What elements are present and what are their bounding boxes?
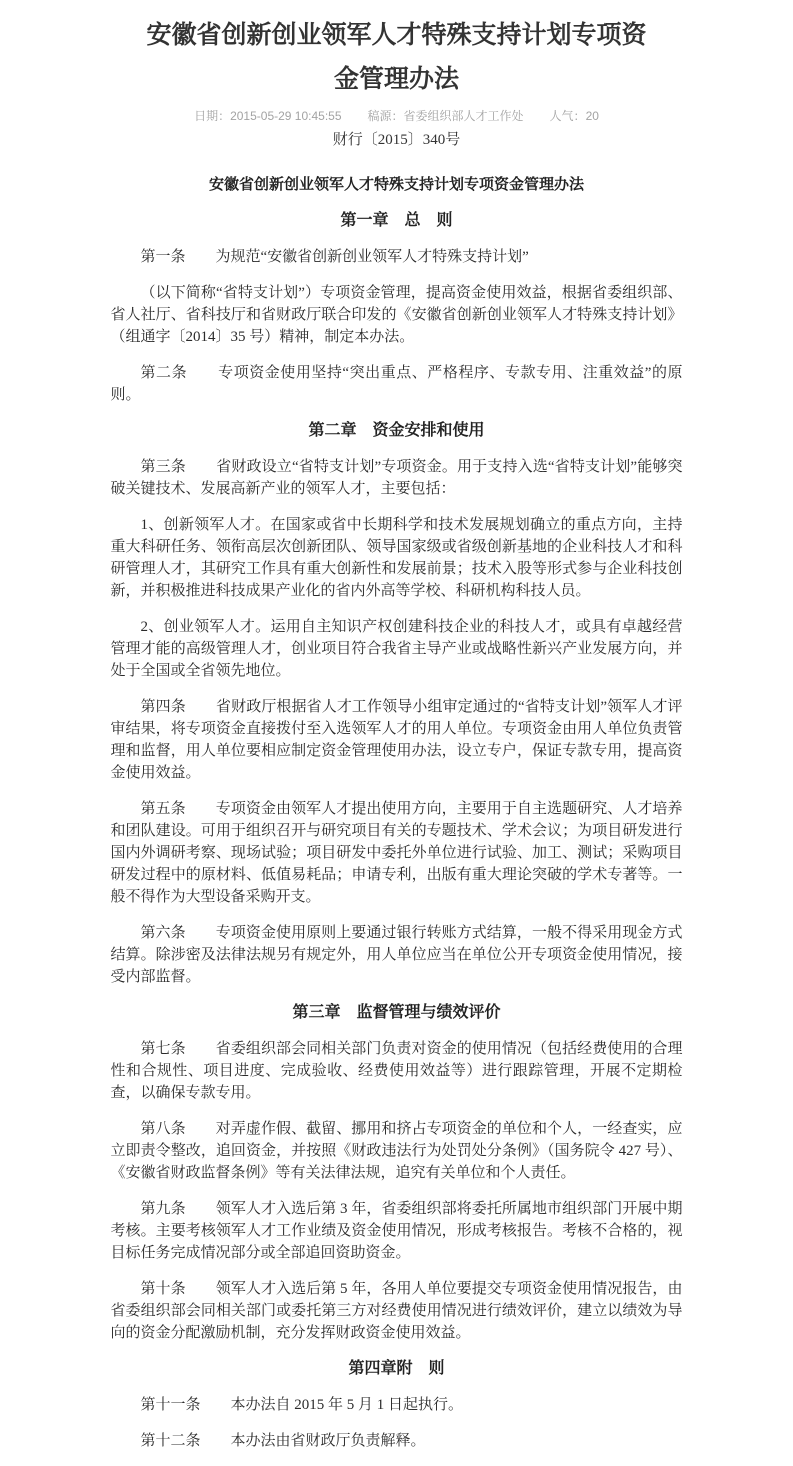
paragraph: 第八条 对弄虚作假、截留、挪用和挤占专项资金的单位和个人，一经查实，应立即责令整改，追回资金，并按照《财政违法行为处罚处分条例》（国务院令 427 号）、《安徽省财政监督条例》等有关法律法规，追究有关单位和个人责任。 [110,1121,683,1181]
paragraph: 第二条 专项资金使用坚持“突出重点、严格程序、专款专用、注重效益”的原则。 [110,365,683,403]
paragraph: 第一条 为规范“安徽省创新创业领军人才特殊支持计划” [140,249,529,265]
page-title: 安徽省创新创业领军人才特殊支持计划专项资金管理办法 [146,22,647,93]
meta-date-label: 日期： [194,109,231,123]
meta-date-value: 2015-05-29 10:45:55 [230,109,342,123]
paragraph: 1、创新领军人才。在国家或省中长期科学和技术发展规划确立的重点方向，主持重大科研任务、领衔高层次创新团队、领导国家级或省级创新基地的企业科技人才和科研管理人才，其研究工作具有重大创新性和发展前景；技术入股等形式参与企业科技创新，并积极推进科技成果产业化的省内外高等学校、科研机构科技人员。 [110,517,683,599]
meta-hits [550,109,599,123]
doc-number: 财行〔2015〕340号 [332,132,461,148]
chapter-heading: 第二章 资金安排和使用 [308,422,485,439]
meta-hits-label: 人气： [549,109,586,123]
meta-source-value: 省委组织部人才工作处 [403,109,524,123]
paragraph: 第六条 专项资金使用原则上要通过银行转账方式结算，一般不得采用现金方式结算。除涉密及法律法规另有规定外，用人单位应当在单位公开专项资金使用情况，接受内部监督。 [110,925,683,985]
meta-hits-value: 20 [585,109,599,123]
paragraph: 第五条 专项资金由领军人才提出使用方向，主要用于自主选题研究、人才培养和团队建设。可用于组织召开与研究项目有关的专题技术、学术会议；为项目研发进行国内外调研考察、现场试验；项目研发中委托外单位进行试验、加工、测试；采购项目研发过程中的原材料、低值易耗品；申请专利，出版有重大理论突破的学术专著等。一般不得作为大型设备采购开支。 [110,801,683,905]
paragraph: 第九条 领军人才入选后第 3 年，省委组织部将委托所属地市组织部门开展中期考核。主要考核领军人才工作业绩及资金使用情况，形成考核报告。考核不合格的，视目标任务完成情况部分或全部追回资助资金。 [110,1201,683,1261]
meta-source-label: 稿源： [367,109,404,123]
paragraph: （以下简称“省特支计划”）专项资金管理，提高资金使用效益，根据省委组织部、省人社厅、省科技厅和省财政厅联合印发的《安徽省创新创业领军人才特殊支持计划》（组通字〔2014〕35 号）精神，制定本办法。 [110,285,683,345]
chapter-heading: 第一章 总 则 [340,212,453,229]
paragraph: 第十二条 本办法由省财政厅负责解释。 [140,1433,426,1449]
meta-source [368,109,524,123]
document-body [111,174,683,1452]
paragraph: 第十条 领军人才入选后第 5 年，各用人单位要提交专项资金使用情况报告，由省委组织部会同相关部门或委托第三方对经费使用情况进行绩效评价，建立以绩效为导向的资金分配激励机制，充分发挥财政资金使用效益。 [110,1281,683,1341]
paragraph: 第三条 省财政设立“省特支计划”专项资金。用于支持入选“省特支计划”能够突破关键技术、发展高新产业的领军人才，主要包括： [110,459,683,497]
chapter-heading: 第三章 监督管理与绩效评价 [292,1004,501,1021]
chapter-heading: 第四章附 则 [348,1360,445,1377]
paragraph: 第四条 省财政厅根据省人才工作领导小组审定通过的“省特支计划”领军人才评审结果，将专项资金直接拨付至入选领军人才的用人单位。专项资金由用人单位负责管理和监督，用人单位要相应制定资金管理使用办法，设立专户，保证专款专用，提高资金使用效益。 [110,699,683,781]
meta-date [194,109,341,123]
paragraph: 2、创业领军人才。运用自主知识产权创建科技企业的科技人才，或具有卓越经营管理才能的高级管理人才，创业项目符合我省主导产业或战略性新兴产业发展方向，并处于全国或全省领先地位。 [110,619,683,679]
article-meta [0,108,793,124]
subtitle-heading: 安徽省创新创业领军人才特殊支持计划专项资金管理办法 [208,177,584,193]
paragraph: 第七条 省委组织部会同相关部门负责对资金的使用情况（包括经费使用的合理性和合规性、项目进度、完成验收、经费使用效益等）进行跟踪管理，开展不定期检查，以确保专款专用。 [110,1041,683,1101]
paragraph: 第十一条 本办法自 2015 年 5 月 1 日起执行。 [140,1397,464,1413]
